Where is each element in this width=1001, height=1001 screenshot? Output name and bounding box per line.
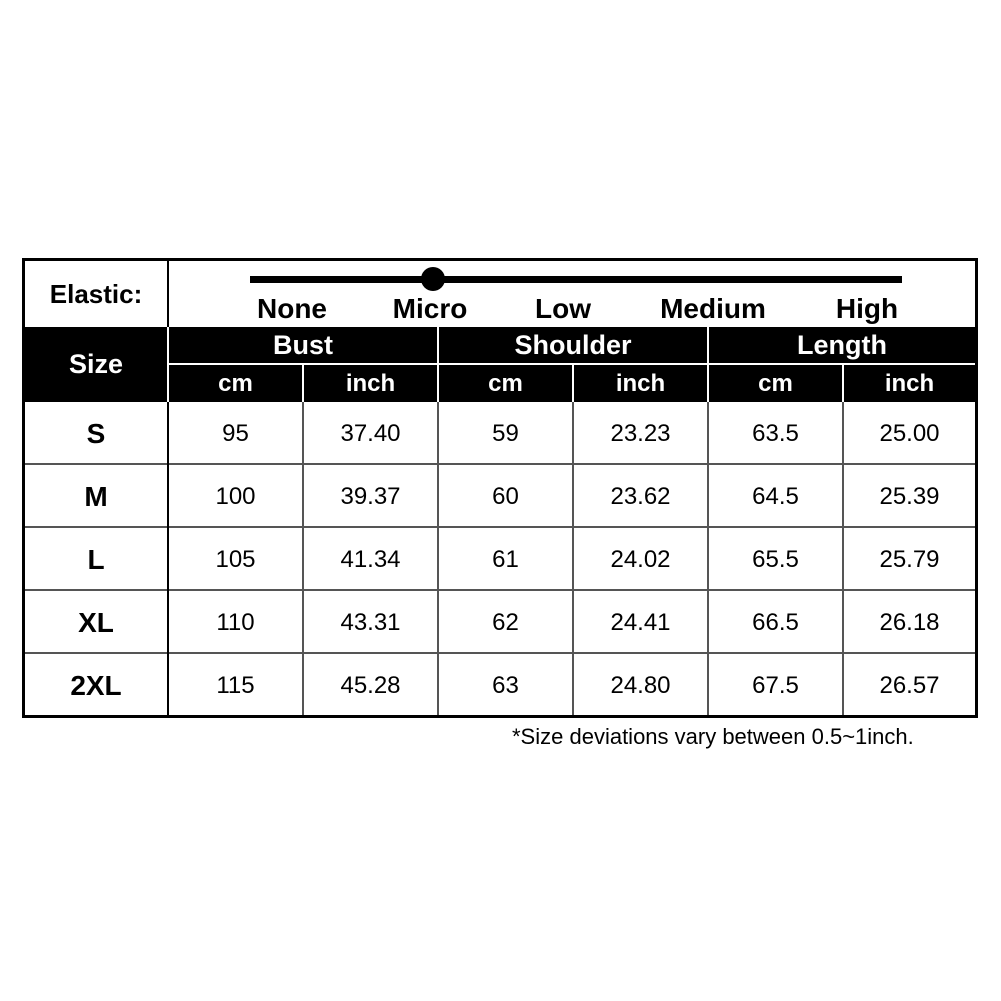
elastic-selected-marker [421,267,445,291]
length-inch-header: inch [884,369,935,397]
shoulder-cm-cell: 62 [492,608,519,636]
shoulder-cm-header: cm [488,369,523,397]
elastic-label: Elastic: [49,278,143,309]
length-inch-cell: 25.79 [879,545,940,573]
size-column-header: Size [68,349,124,379]
shoulder-cm-cell: 60 [492,482,519,510]
bust-cm-cell: 95 [222,419,249,447]
table-row [25,591,975,654]
shoulder-cm-cell: 59 [492,419,519,447]
length-header: Length [797,329,887,360]
bust-cm-header: cm [218,369,253,397]
shoulder-inch-cell: 23.62 [610,482,671,510]
shoulder-inch-cell: 24.02 [610,545,671,573]
size-cell: M [84,480,108,512]
shoulder-inch-cell: 24.80 [610,671,671,699]
shoulder-inch-cell: 24.41 [610,608,671,636]
length-inch-cell: 26.57 [879,671,940,699]
length-inch-cell: 25.39 [879,482,940,510]
length-cm-cell: 66.5 [752,608,799,636]
bust-inch-cell: 41.34 [340,545,401,573]
divider [572,363,574,402]
bust-inch-header: inch [345,369,396,397]
length-inch-cell: 26.18 [879,608,940,636]
bust-cm-cell: 115 [216,671,255,699]
divider [842,363,844,402]
table-row [25,528,975,591]
table-row [25,654,975,717]
elastic-level-low: Low [535,293,591,324]
table-row [25,465,975,528]
elastic-scale-line [250,276,902,283]
length-cm-cell: 65.5 [752,545,799,573]
bust-cm-cell: 100 [215,482,256,510]
shoulder-cm-cell: 63 [492,671,519,699]
divider [167,261,169,327]
elastic-level-none: None [257,293,327,324]
divider [302,363,304,402]
length-cm-cell: 63.5 [752,419,799,447]
bust-inch-cell: 39.37 [340,482,401,510]
table-header [25,327,975,402]
shoulder-header: Shoulder [514,329,632,360]
divider [169,363,975,365]
bust-inch-cell: 37.40 [340,419,401,447]
length-inch-cell: 25.00 [879,419,940,447]
elastic-level-medium: Medium [660,293,766,324]
bust-inch-cell: 43.31 [340,608,401,636]
elastic-level-micro: Micro [392,293,468,324]
size-chart [22,258,978,718]
length-cm-cell: 64.5 [752,482,799,510]
size-deviation-note: *Size deviations vary between 0.5~1inch. [512,724,914,749]
length-cm-cell: 67.5 [752,671,799,699]
bust-cm-cell: 110 [216,608,255,636]
shoulder-inch-header: inch [615,369,666,397]
table-body [25,402,975,715]
size-cell: XL [78,606,114,638]
shoulder-inch-cell: 23.23 [610,419,671,447]
bust-header: Bust [273,329,333,360]
bust-inch-cell: 45.28 [340,671,401,699]
table-row [25,402,975,465]
shoulder-cm-cell: 61 [492,545,519,573]
size-cell: 2XL [70,669,122,701]
bust-cm-cell: 105 [215,545,256,573]
size-cell: L [87,543,105,575]
elastic-scale-row [25,261,975,327]
elastic-level-high: High [835,293,899,324]
length-cm-header: cm [758,369,793,397]
size-cell: S [86,417,106,449]
